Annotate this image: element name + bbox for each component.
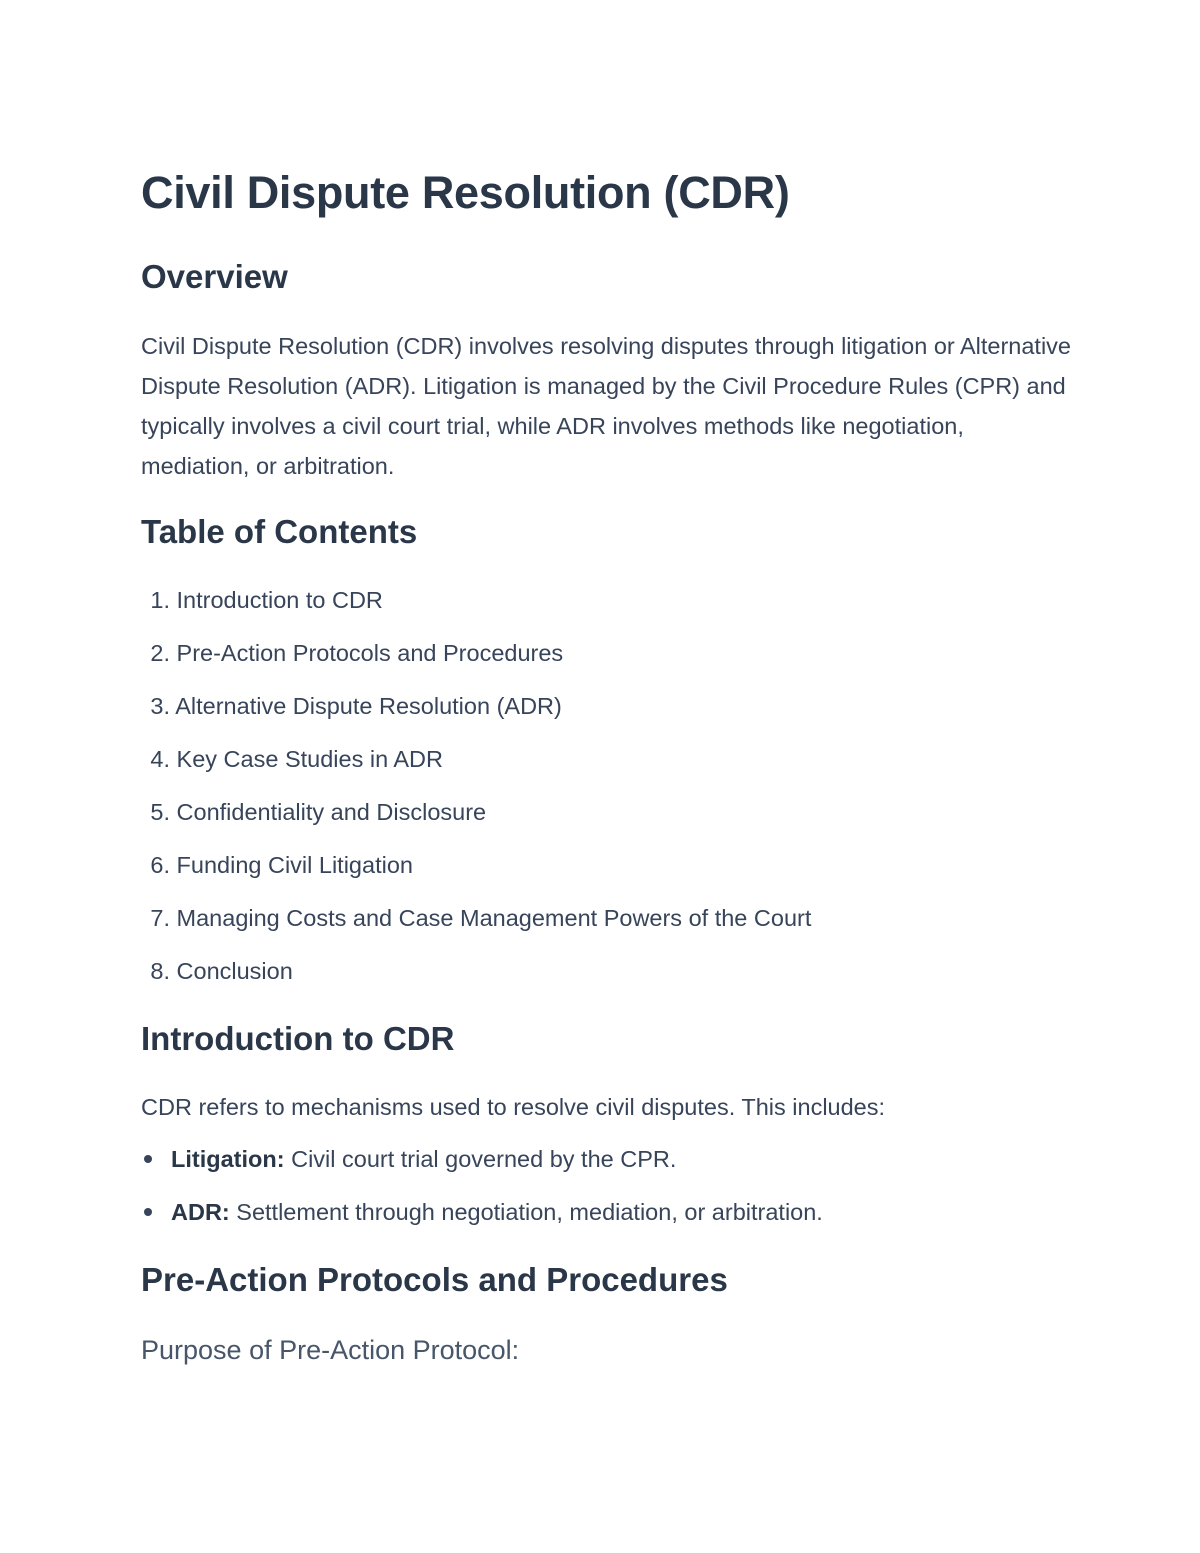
- bullet-icon: [144, 1208, 152, 1216]
- table-of-contents: [141, 578, 811, 1002]
- toc-item-label: Pre-Action Protocols and Procedures: [176, 640, 564, 666]
- toc-item-label: Funding Civil Litigation: [176, 852, 413, 878]
- toc-item: [141, 843, 811, 896]
- toc-item-number: 8.: [150, 958, 170, 984]
- toc-item-label: Managing Costs and Case Management Powers of the Court: [176, 905, 812, 931]
- toc-item: [141, 896, 811, 949]
- list-item: [141, 1137, 823, 1190]
- toc-item-number: 4.: [150, 746, 170, 772]
- toc-item-label: Conclusion: [176, 958, 293, 984]
- toc-item-number: 3.: [150, 693, 170, 719]
- bullet-text: Civil court trial governed by the CPR.: [284, 1146, 677, 1172]
- bullet-term: ADR:: [171, 1199, 230, 1225]
- toc-item-label: Introduction to CDR: [176, 587, 383, 613]
- pre-action-heading: Pre-Action Protocols and Procedures: [141, 1261, 728, 1298]
- toc-item-number: 5.: [150, 799, 170, 825]
- bullet-text: Settlement through negotiation, mediation, or arbitration.: [229, 1199, 823, 1225]
- introduction-bullet-list: [141, 1137, 823, 1243]
- toc-item-label: Alternative Dispute Resolution (ADR): [175, 693, 562, 719]
- overview-heading: Overview: [141, 258, 288, 295]
- introduction-paragraph: CDR refers to mechanisms used to resolve civil disputes. This includes:: [141, 1094, 886, 1120]
- toc-item-number: 7.: [150, 905, 170, 931]
- toc-item: [141, 949, 811, 1002]
- toc-item: [141, 684, 811, 737]
- toc-item-number: 2.: [150, 640, 170, 666]
- toc-heading: Table of Contents: [141, 513, 418, 550]
- toc-item-number: 1.: [150, 587, 170, 613]
- bullet-term: Litigation:: [171, 1146, 285, 1172]
- list-item: [141, 1190, 823, 1243]
- document-title: Civil Dispute Resolution (CDR): [141, 167, 790, 218]
- toc-item-label: Key Case Studies in ADR: [176, 746, 443, 772]
- toc-item-label: Confidentiality and Disclosure: [176, 799, 487, 825]
- toc-item-number: 6.: [150, 852, 170, 878]
- toc-item: [141, 737, 811, 790]
- pre-action-subheading: Purpose of Pre-Action Protocol:: [141, 1335, 520, 1365]
- toc-item: [141, 578, 811, 631]
- bullet-icon: [144, 1155, 152, 1163]
- overview-paragraph: Civil Dispute Resolution (CDR) involves resolving disputes through litigation or Alternative Dispute Resolution (ADR). Litigation is managed by the Civil Procedure Rules (CPR) and typically involves a civil court trial, while ADR involves methods like negotiation, mediation, or arbitration.: [141, 333, 1071, 479]
- toc-item: [141, 631, 811, 684]
- toc-item: [141, 790, 811, 843]
- introduction-heading: Introduction to CDR: [141, 1020, 455, 1057]
